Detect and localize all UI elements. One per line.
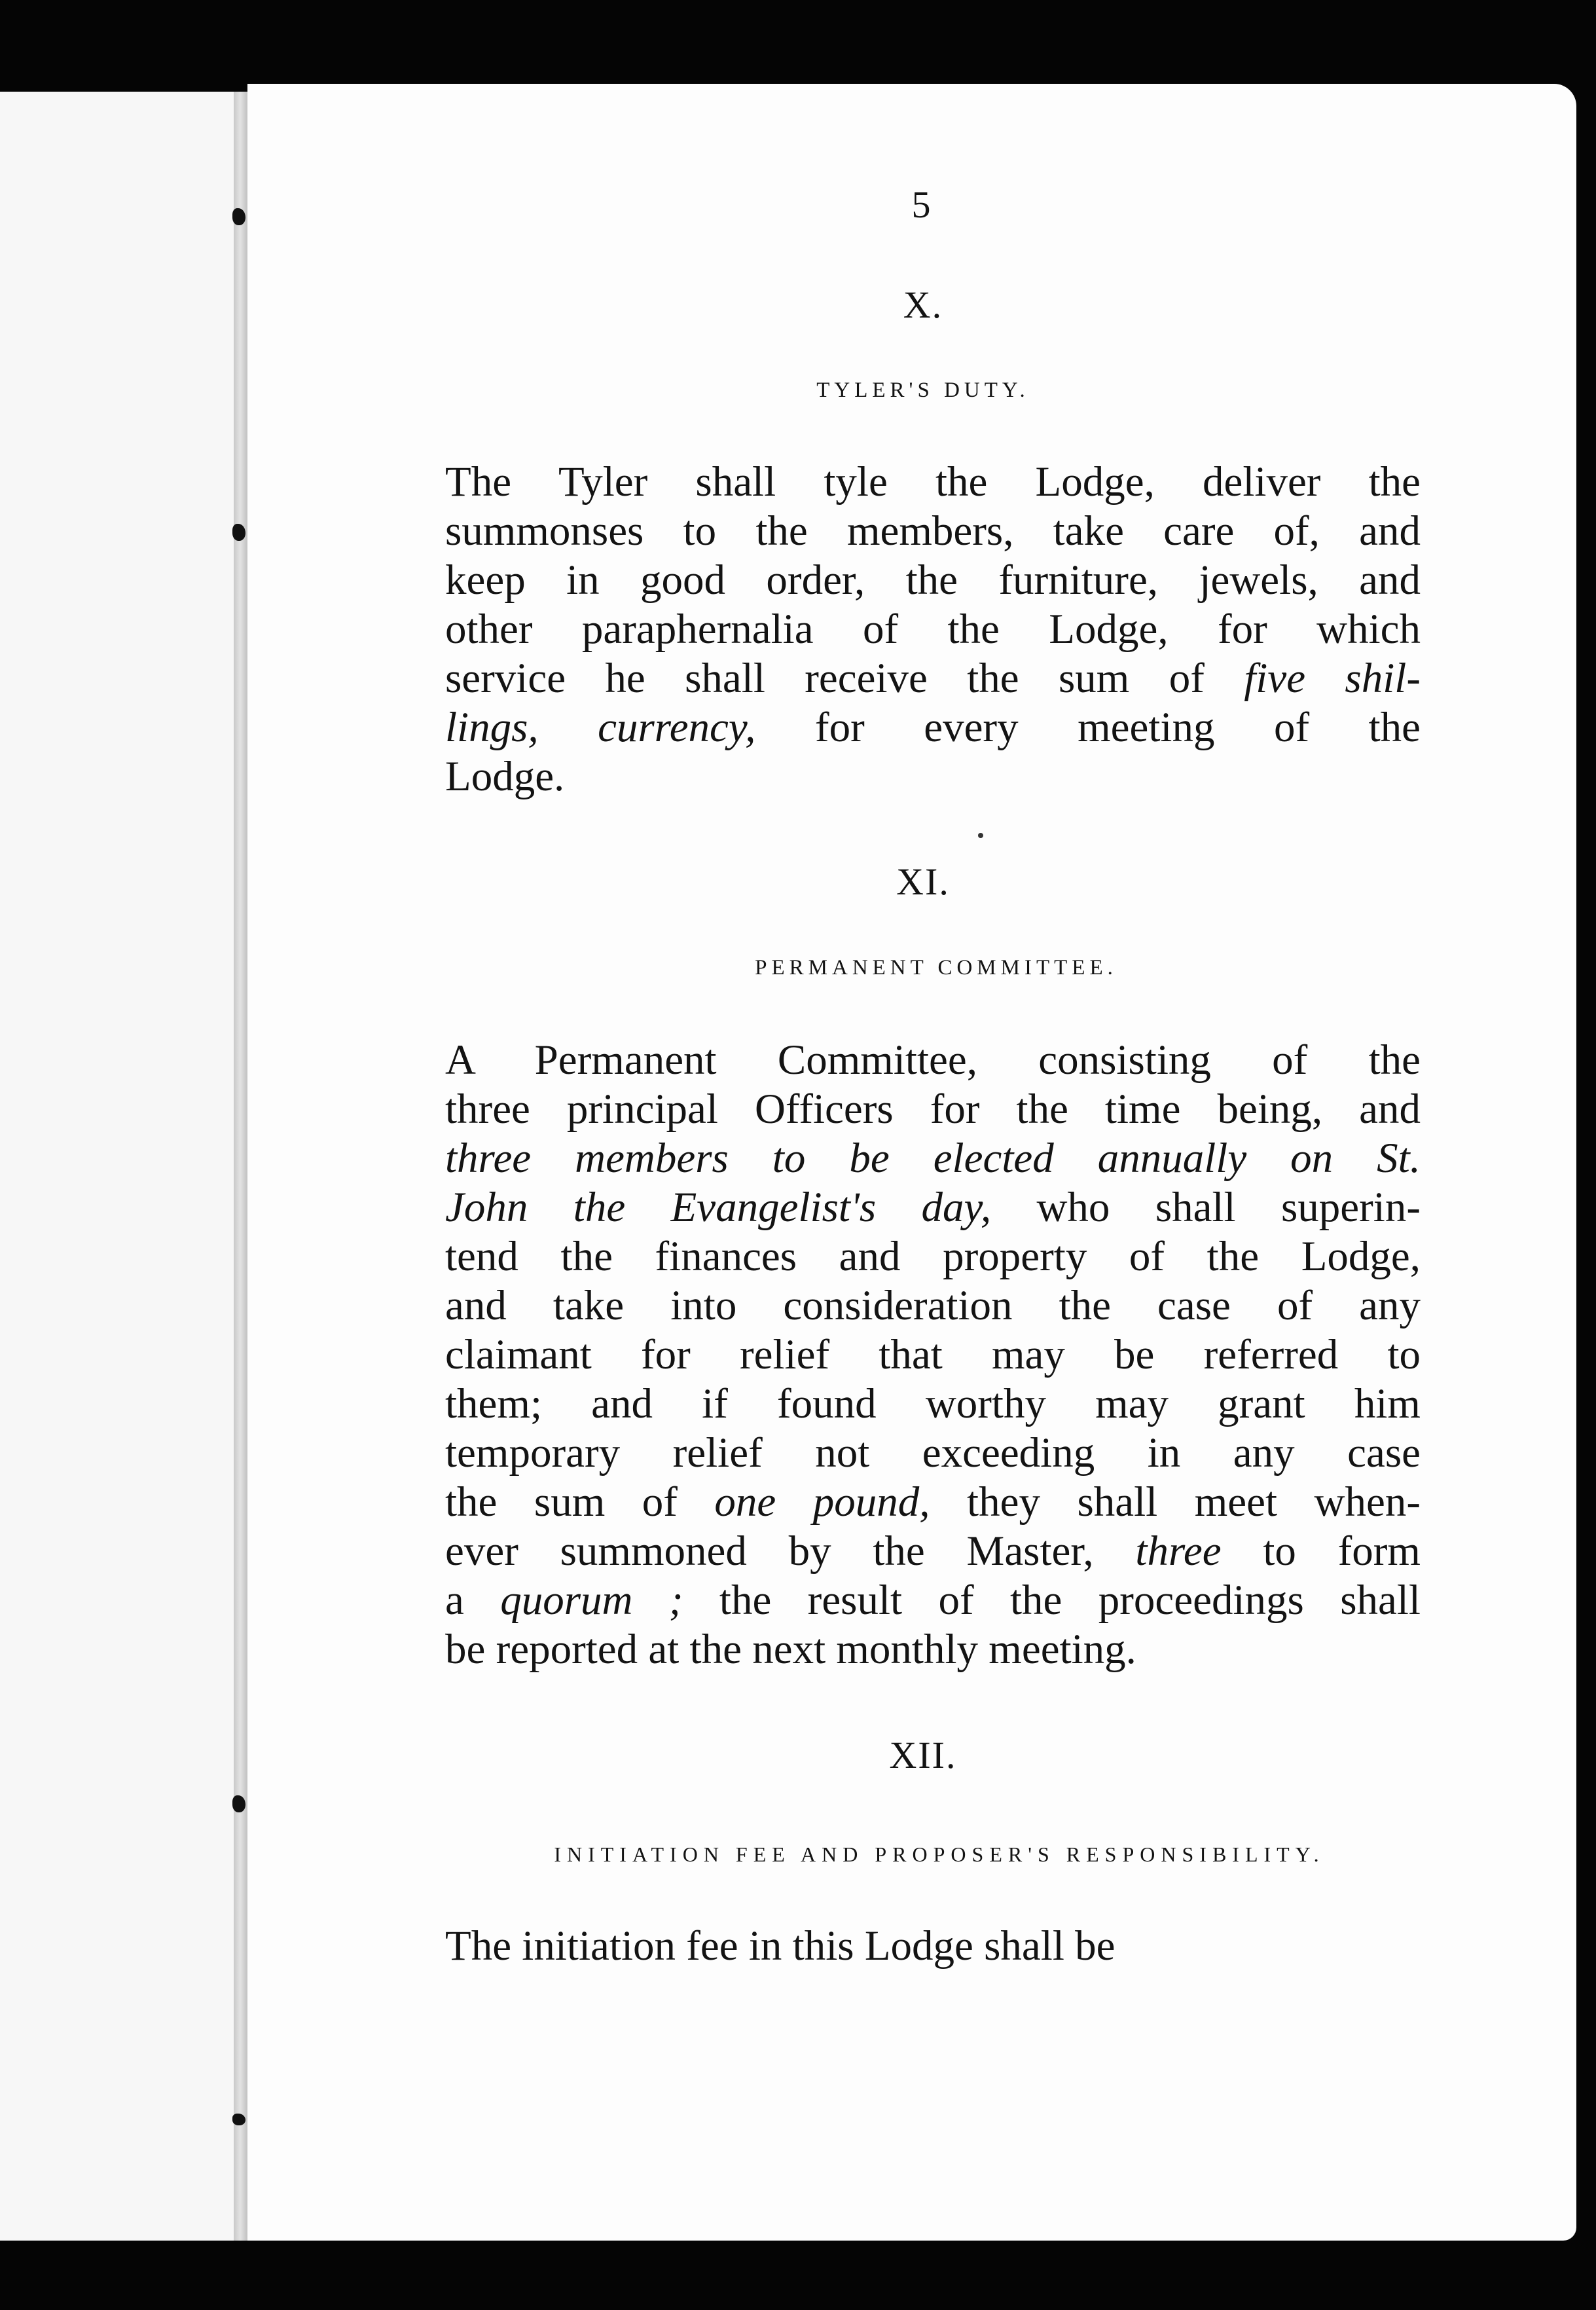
facing-page-edge xyxy=(0,92,245,2241)
text-line xyxy=(445,1527,1421,1576)
italic-text: quorum ; xyxy=(500,1577,683,1624)
text-run: a xyxy=(445,1577,501,1624)
text-run: to form xyxy=(1221,1528,1421,1575)
text-line xyxy=(445,1183,1421,1232)
text-run: service he shall receive the sum of xyxy=(445,655,1244,702)
text-run: for every meeting of the xyxy=(755,704,1421,751)
text-run: be reported at the next monthly meeting. xyxy=(445,1626,1136,1673)
print-speck xyxy=(978,833,983,838)
binding-stitch xyxy=(232,2114,245,2125)
section-paragraph xyxy=(445,1036,1421,1674)
text-run: they shall meet when- xyxy=(930,1478,1421,1526)
text-line xyxy=(445,556,1421,605)
text-run: three principal Officers for the time being, and xyxy=(445,1086,1421,1133)
text-line xyxy=(445,1576,1421,1625)
text-run: keep in good order, the furniture, jewels, and xyxy=(445,557,1421,604)
section-paragraph xyxy=(445,458,1421,801)
book-gutter xyxy=(234,92,248,2241)
text-line xyxy=(445,1625,1421,1674)
section-paragraph xyxy=(445,1922,1421,1971)
text-run: claimant for relief that may be referred to xyxy=(445,1331,1421,1378)
text-run: temporary relief not exceeding in any case xyxy=(445,1429,1421,1476)
page-number: 5 xyxy=(911,183,931,226)
text-run: other paraphernalia of the Lodge, for which xyxy=(445,606,1421,653)
text-line xyxy=(445,1380,1421,1429)
text-line xyxy=(445,1330,1421,1380)
text-line xyxy=(445,752,1421,801)
text-run: the result of the proceedings shall xyxy=(683,1577,1421,1624)
text-line xyxy=(445,1281,1421,1330)
text-line xyxy=(445,703,1421,752)
text-run: summonses to the members, take care of, and xyxy=(445,507,1421,555)
text-run: The initiation fee in this Lodge shall be xyxy=(445,1922,1115,1970)
text-run: tend the finances and property of the Lodge, xyxy=(445,1233,1421,1280)
text-run: Lodge. xyxy=(445,753,565,800)
text-run: the sum of xyxy=(445,1478,715,1526)
italic-text: three members to be elected annually on St. xyxy=(445,1135,1421,1182)
italic-text: five shil- xyxy=(1244,655,1421,702)
text-run: A Permanent Committee, consisting of the xyxy=(445,1036,1421,1084)
text-run: and take into consideration the case of any xyxy=(445,1282,1421,1329)
text-run: who shall superin- xyxy=(991,1184,1421,1231)
text-line xyxy=(445,1478,1421,1527)
binding-stitch xyxy=(232,1795,245,1812)
text-line xyxy=(445,654,1421,703)
italic-text: one pound, xyxy=(714,1478,930,1526)
text-run: them; and if found worthy may grant him xyxy=(445,1380,1421,1427)
binding-stitch xyxy=(232,208,245,225)
text-line xyxy=(445,1036,1421,1085)
text-line xyxy=(445,1232,1421,1281)
section-numeral: XI. xyxy=(896,860,950,903)
text-line xyxy=(445,1922,1421,1971)
text-line xyxy=(445,507,1421,556)
text-line xyxy=(445,1085,1421,1134)
text-run: ever summoned by the Master, xyxy=(445,1528,1136,1575)
section-heading: PERMANENT COMMITTEE. xyxy=(755,956,1117,980)
section-numeral: XII. xyxy=(889,1734,957,1776)
text-line xyxy=(445,1429,1421,1478)
binding-stitch xyxy=(232,524,245,541)
text-run: The Tyler shall tyle the Lodge, deliver the xyxy=(445,458,1421,505)
section-numeral: X. xyxy=(903,284,943,326)
italic-text: three xyxy=(1135,1528,1222,1575)
section-heading: INITIATION FEE AND PROPOSER'S RESPONSIBILITY. xyxy=(554,1842,1325,1866)
text-line xyxy=(445,1134,1421,1183)
section-heading: TYLER'S DUTY. xyxy=(816,378,1030,402)
italic-text: John the Evangelist's day, xyxy=(445,1184,992,1231)
text-line xyxy=(445,605,1421,654)
text-line xyxy=(445,458,1421,507)
italic-text: lings, currency, xyxy=(445,704,756,751)
